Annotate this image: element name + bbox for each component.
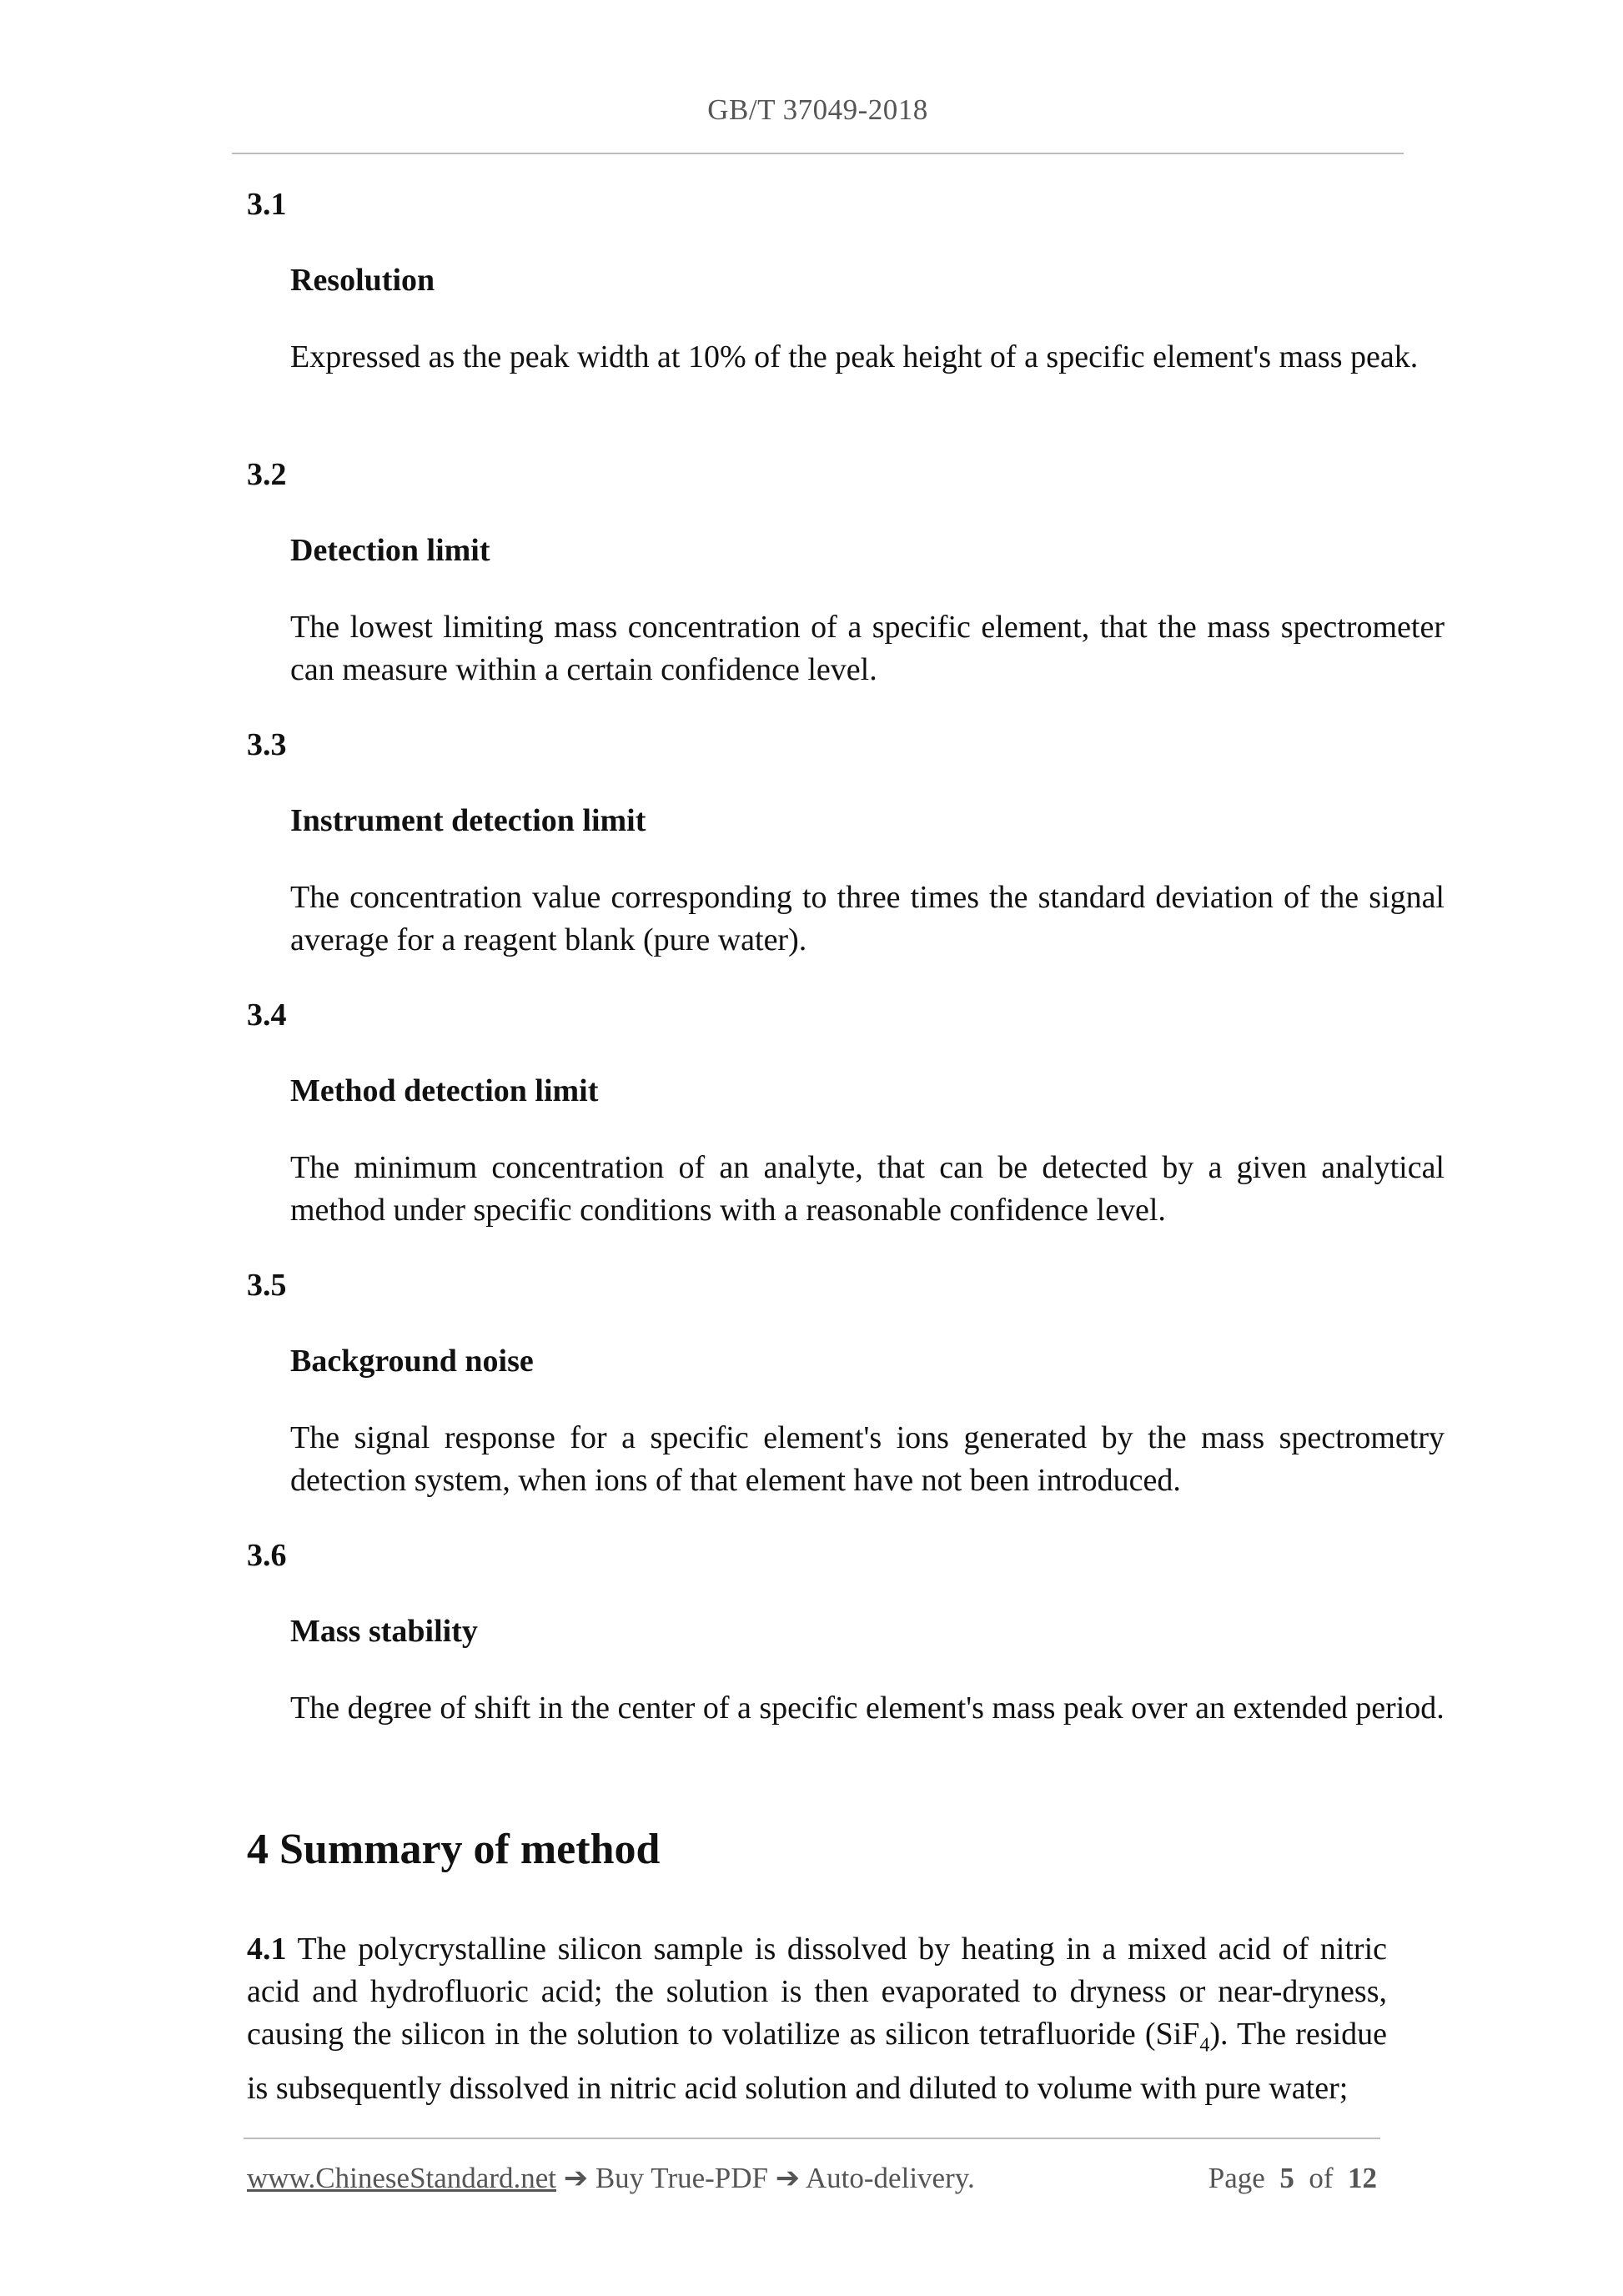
page-current: 5: [1279, 2162, 1294, 2194]
page-label: Page: [1208, 2162, 1265, 2194]
page-number: [1208, 2162, 1377, 2195]
page-total: 12: [1348, 2162, 1377, 2194]
page-of-label: of: [1309, 2162, 1334, 2194]
term-title: Mass stability: [290, 1614, 478, 1649]
term-definition: The degree of shift in the center of a specific element's mass peak over an extended period.: [290, 1691, 1445, 1726]
term-number: 3.5: [247, 1268, 287, 1303]
term-title: Background noise: [290, 1344, 534, 1379]
term-number: 3.4: [247, 997, 287, 1032]
arrow-icon: ➔: [556, 2162, 595, 2194]
header-divider: [232, 153, 1404, 154]
term-definition: The signal response for a specific element's ions generated by the mass spectrometry detection system, when ions of that element have not been introduced.: [290, 1420, 1445, 1498]
paragraph-text-continued: ). The residue is subsequently dissolved in nitric acid solution and diluted to volume with pure water;: [247, 2017, 1387, 2106]
footer-promo: [247, 2162, 975, 2195]
term-definition: The minimum concentration of an analyte, that can be detected by a given analytical method under specific conditions with a reasonable confidence level.: [290, 1150, 1445, 1228]
term-title: Method detection limit: [290, 1073, 599, 1108]
formula-subscript: 4: [1199, 2034, 1210, 2057]
section-heading: 4 Summary of method: [247, 1826, 661, 1873]
document-header-title: GB/T 37049-2018: [707, 93, 928, 126]
term-number: 3.6: [247, 1538, 287, 1573]
term-definition: The lowest limiting mass concentration of a specific element, that the mass spectrometer can measure within a certain confidence level.: [290, 610, 1445, 687]
auto-delivery-text: Auto-delivery.: [805, 2162, 975, 2194]
site-link[interactable]: www.ChineseStandard.net: [247, 2162, 556, 2194]
paragraph-number: 4.1: [247, 1932, 287, 1967]
term-definition: Expressed as the peak width at 10% of the peak height of a specific element's mass peak.: [290, 339, 1419, 374]
term-title: Detection limit: [290, 533, 490, 568]
term-number: 3.3: [247, 727, 287, 762]
term-number: 3.2: [247, 457, 287, 492]
term-title: Resolution: [290, 263, 435, 298]
section-paragraph: [247, 1928, 1387, 2110]
buy-true-pdf-text: Buy True-PDF: [595, 2162, 768, 2194]
term-number: 3.1: [247, 187, 287, 222]
paragraph-text: The polycrystalline silicon sample is dissolved by heating in a mixed acid of nitric acid and hydrofluoric acid; the solution is then evaporated to dryness or near-dryness, causing the silicon in the solution to volatilize as silicon tetrafluoride (SiF: [247, 1932, 1387, 2052]
arrow-icon: ➔: [768, 2162, 806, 2194]
term-definition: The concentration value corresponding to three times the standard deviation of the signal average for a reagent blank (pure water).: [290, 880, 1445, 957]
term-title: Instrument detection limit: [290, 803, 646, 838]
footer-divider: [244, 2138, 1380, 2139]
